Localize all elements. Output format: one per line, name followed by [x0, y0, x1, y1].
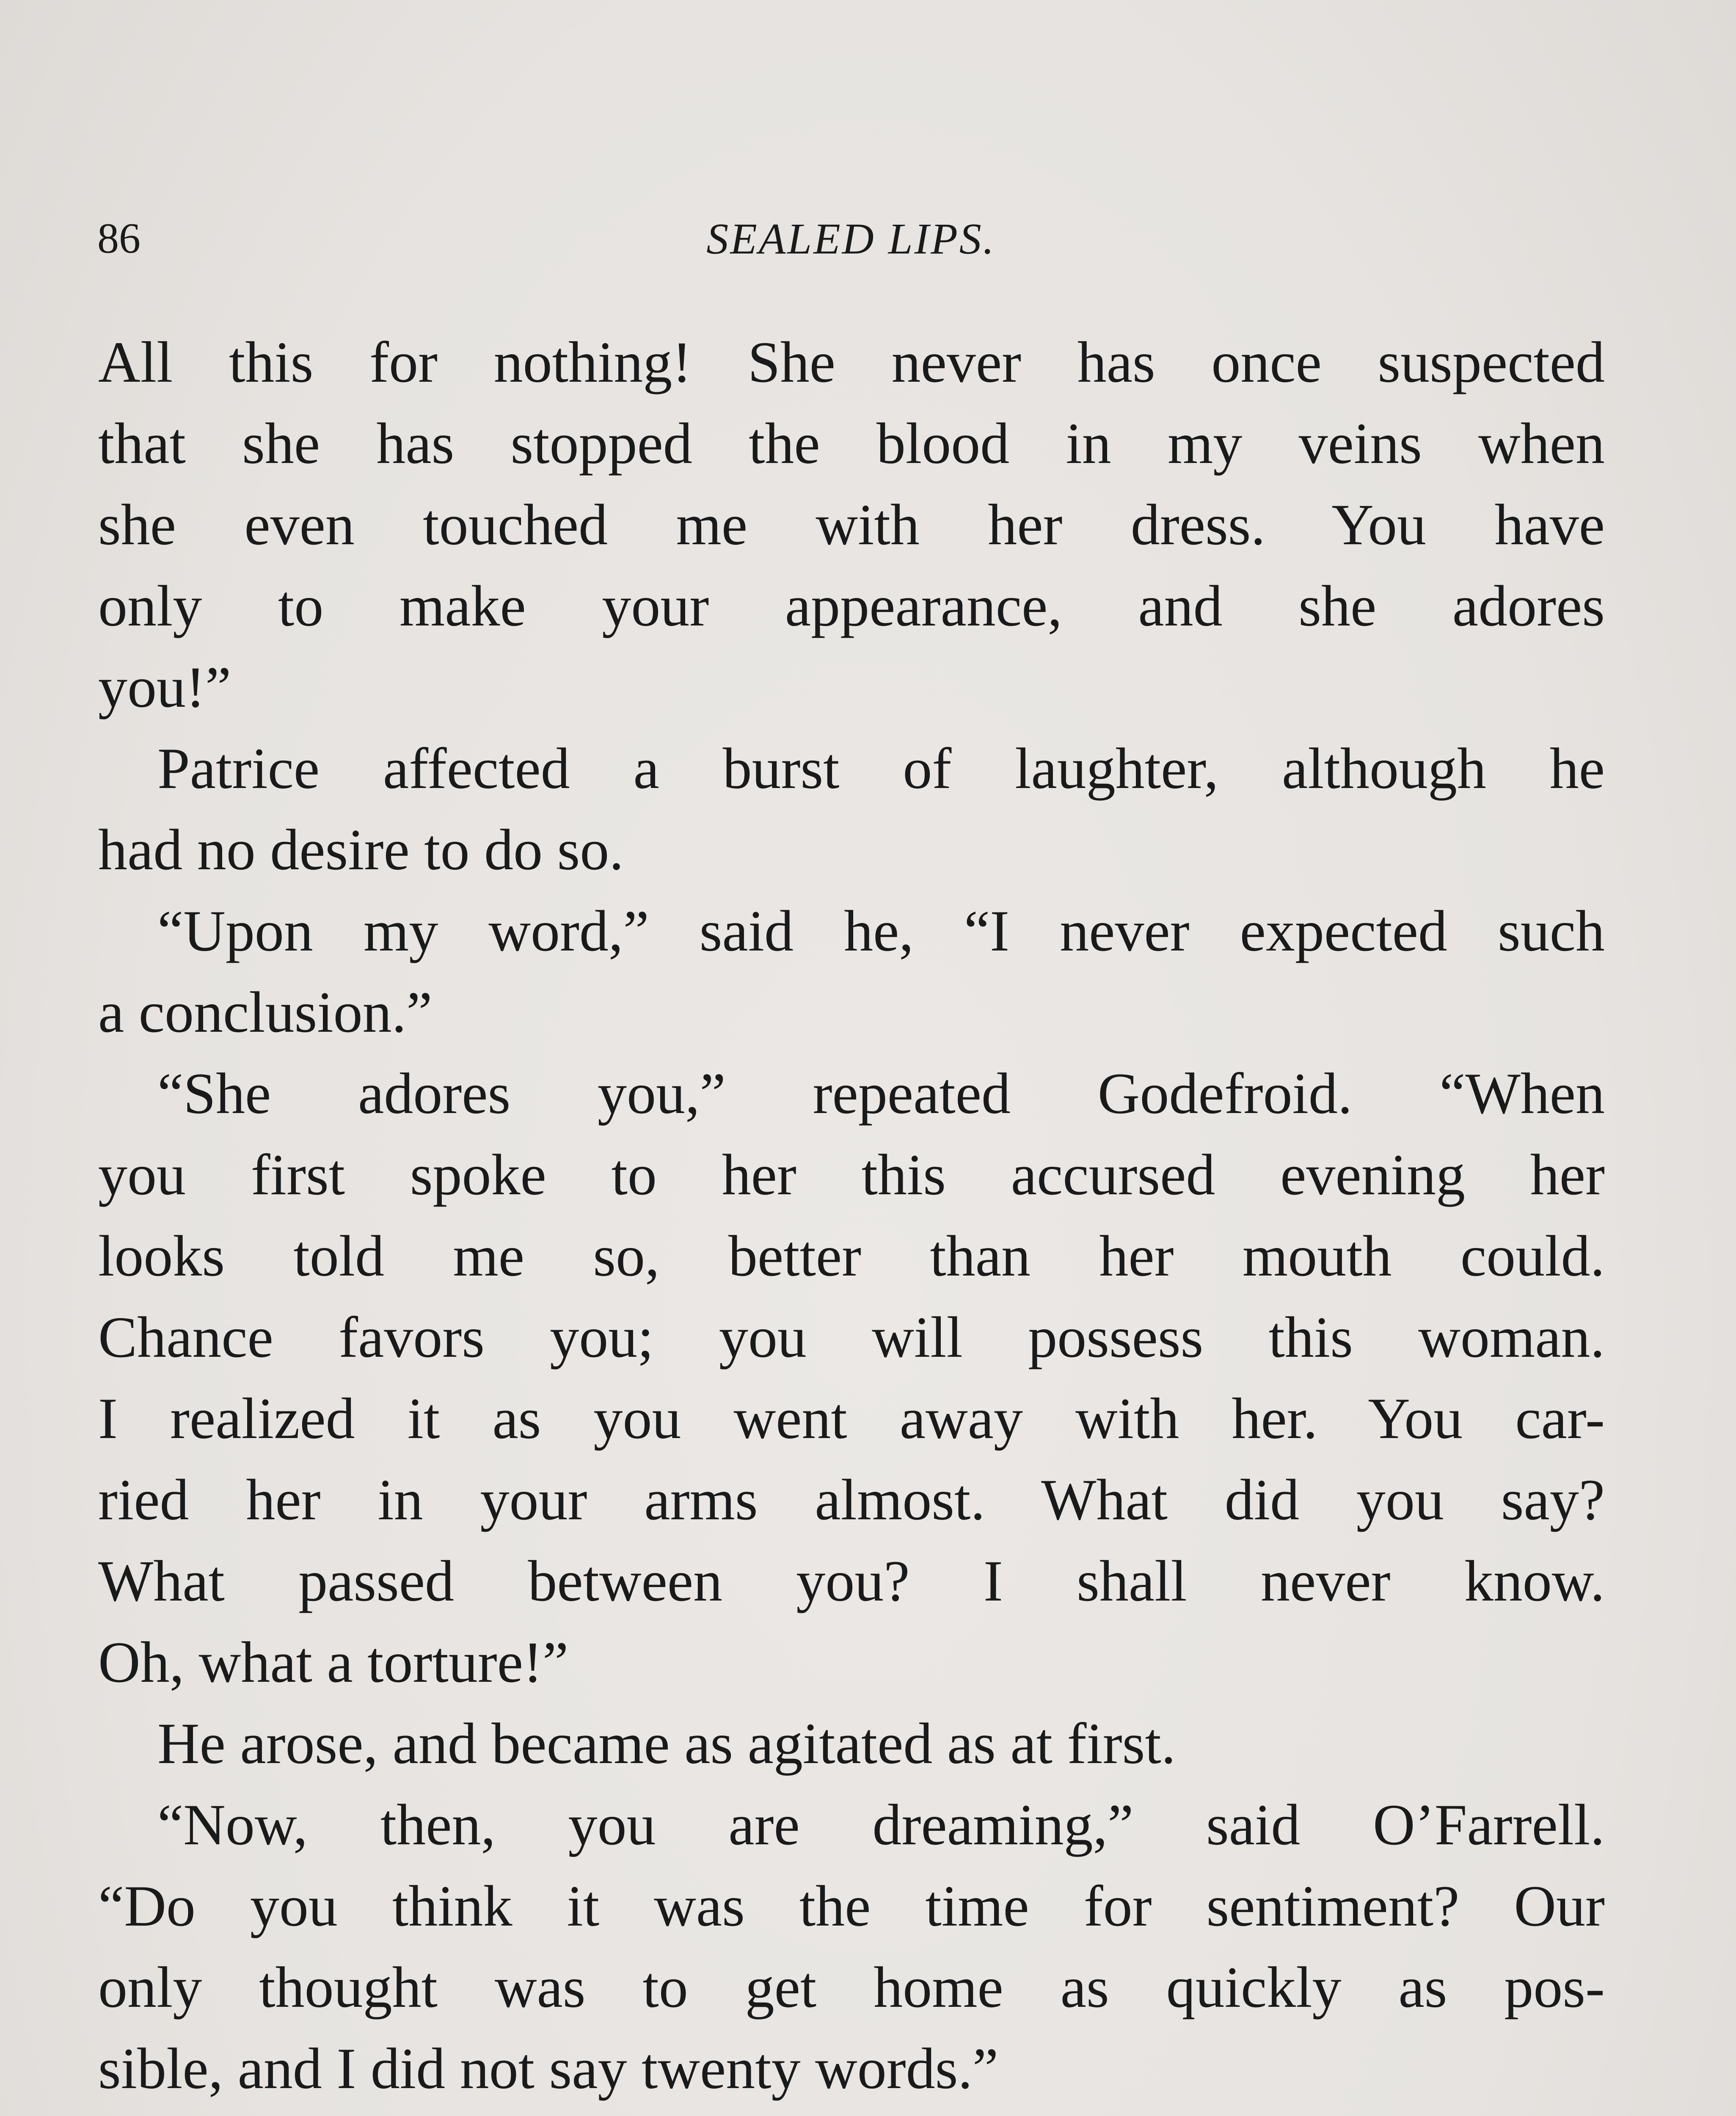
text-line: Patrice affected a burst of laughter, although he — [157, 736, 1605, 801]
text-line: you first spoke to her this accursed evening her — [98, 1142, 1605, 1207]
page-header — [97, 214, 1605, 273]
body-text — [98, 322, 1605, 2116]
text-line: Chance favors you; you will possess this woman. — [98, 1305, 1605, 1369]
text-line: He arose, and became as agitated as at first. — [157, 1711, 1176, 1776]
text-line: Oh, what a torture!” — [98, 1630, 569, 1694]
text-line: “Upon my word,” said he, “I never expected such — [157, 898, 1605, 963]
text-line: that she has stopped the blood in my veins when — [98, 411, 1605, 476]
text-line: ried her in your arms almost. What did you say? — [98, 1467, 1605, 1532]
text-line: looks told me so, better than her mouth could. — [98, 1223, 1605, 1288]
text-line: only thought was to get home as quickly as pos- — [98, 1955, 1605, 2020]
text-line: you!” — [98, 655, 231, 719]
text-line: “Do you think it was the time for sentiment? Our — [98, 1874, 1605, 1938]
text-line: a conclusion.” — [98, 980, 433, 1044]
page-number: 86 — [97, 215, 141, 262]
text-line: “Now, then, you are dreaming,” said O’Farrell. — [157, 1792, 1605, 1857]
running-head: SEALED LIPS. — [706, 215, 996, 263]
text-line: All this for nothing! She never has once suspected — [98, 330, 1605, 394]
text-line: had no desire to do so. — [98, 817, 624, 882]
text-line: sible, and I did not say twenty words.” — [98, 2036, 999, 2101]
text-line: only to make your appearance, and she adores — [98, 573, 1605, 638]
text-line — [98, 2109, 1605, 2116]
text-line: “She adores you,” repeated Godefroid. “When — [157, 1061, 1605, 1126]
text-line: she even touched me with her dress. You have — [98, 492, 1605, 557]
text-line: I realized it as you went away with her. You car- — [98, 1386, 1605, 1451]
text-line: What passed between you? I shall never know. — [98, 1548, 1605, 1613]
